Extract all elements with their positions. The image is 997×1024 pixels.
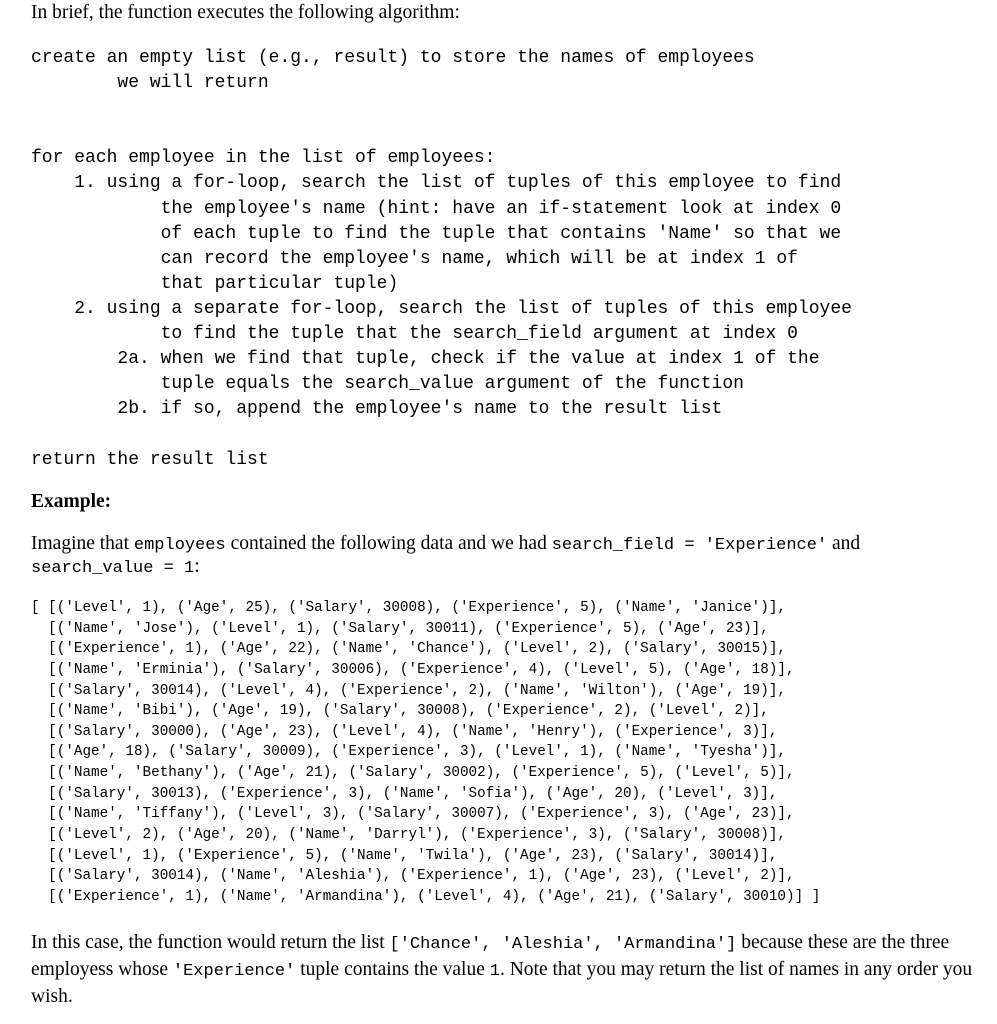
data-line: [('Name', 'Jose'), ('Level', 1), ('Salary', 30011), ('Experience', 5), ('Age', 23)], xyxy=(31,620,769,637)
algorithm-line: that particular tuple) xyxy=(31,273,399,294)
employee-data-block xyxy=(31,598,820,908)
algorithm-line: create an empty list (e.g., result) to store the names of employees xyxy=(31,48,755,68)
data-line: [('Experience', 1), ('Name', 'Armandina'), ('Level', 4), ('Age', 21), ('Salary', 30010)] ] xyxy=(31,888,821,905)
algorithm-line: 2. using a separate for-loop, search the list of tuples of this employee xyxy=(31,298,852,319)
algorithm-block xyxy=(31,46,852,473)
data-line: [('Level', 2), ('Age', 20), ('Name', 'Darryl'), ('Experience', 3), ('Salary', 30008)], xyxy=(31,827,786,844)
data-line: [('Salary', 30014), ('Name', 'Aleshia'), ('Experience', 1), ('Age', 23), ('Level', 2)], xyxy=(31,868,795,885)
algorithm-line: 1. using a for-loop, search the list of tuples of this employee to find xyxy=(31,173,842,194)
employees-code: employees xyxy=(133,536,226,555)
algorithm-line: tuple equals the search_value argument of the function xyxy=(31,374,744,395)
algorithm-line: return the result list xyxy=(31,449,269,470)
imagine-text-1: Imagine that xyxy=(31,533,134,554)
algorithm-line xyxy=(31,96,852,121)
data-line: [('Level', 1), ('Experience', 5), ('Name', 'Twila'), ('Age', 23), ('Salary', 30014)], xyxy=(31,847,778,864)
search-field-code: search_field = 'Experience' xyxy=(551,536,828,555)
conclusion-text-3: tuple contains the value xyxy=(295,959,490,980)
data-line: [('Salary', 30000), ('Age', 23), ('Level', 4), ('Name', 'Henry'), ('Experience', 3)], xyxy=(31,723,778,740)
data-line: [ [('Level', 1), ('Age', 25), ('Salary', 30008), ('Experience', 5), ('Name', 'Janice')], xyxy=(31,600,786,616)
conclusion-text-1: In this case, the function would return the list xyxy=(31,932,390,953)
conclusion-text-4: . Note that you may return the list of names in any order you wish. xyxy=(31,959,973,1007)
algorithm-line xyxy=(31,121,852,146)
algorithm-line: we will return xyxy=(31,73,269,94)
algorithm-line: 2a. when we find that tuple, check if the value at index 1 of the xyxy=(31,349,820,370)
result-list-code: ['Chance', 'Aleshia', 'Armandina'] xyxy=(389,935,737,954)
conclusion-text-2: because these are the three employess whose xyxy=(31,932,950,980)
imagine-text-2: contained the following data and we had xyxy=(225,533,552,554)
data-line: [('Salary', 30013), ('Experience', 3), ('Name', 'Sofia'), ('Age', 20), ('Level', 3)], xyxy=(31,785,778,802)
intro-text: In brief, the function executes the following algorithm: xyxy=(31,2,460,23)
algorithm-line: the employee's name (hint: have an if-statement look at index 0 xyxy=(31,198,842,219)
data-line: [('Age', 18), ('Salary', 30009), ('Experience', 3), ('Level', 1), ('Name', 'Tyesha')], xyxy=(31,744,786,761)
data-line: [('Name', 'Bibi'), ('Age', 19), ('Salary', 30008), ('Experience', 2), ('Level', 2)], xyxy=(31,703,769,720)
example-heading: Example: xyxy=(31,491,112,512)
algorithm-line: 2b. if so, append the employee's name to the result list xyxy=(31,399,723,420)
data-line: [('Experience', 1), ('Age', 22), ('Name', 'Chance'), ('Level', 2), ('Salary', 30015)], xyxy=(31,641,786,658)
experience-code: 'Experience' xyxy=(172,962,296,981)
data-line: [('Name', 'Erminia'), ('Salary', 30006), ('Experience', 4), ('Level', 5), ('Age', 18)], xyxy=(31,661,795,678)
data-line: [('Name', 'Tiffany'), ('Level', 3), ('Salary', 30007), ('Experience', 3), ('Age', 23)], xyxy=(31,806,795,823)
data-line: [('Salary', 30014), ('Level', 4), ('Experience', 2), ('Name', 'Wilton'), ('Age', 19)], xyxy=(31,682,786,699)
algorithm-line: of each tuple to find the tuple that contains 'Name' so that we xyxy=(31,223,842,244)
algorithm-line xyxy=(31,422,852,447)
algorithm-line: for each employee in the list of employees: xyxy=(31,148,496,169)
conclusion-text xyxy=(31,930,981,1009)
imagine-text-4: : xyxy=(194,556,200,577)
data-line: [('Name', 'Bethany'), ('Age', 21), ('Salary', 30002), ('Experience', 5), ('Level', 5)], xyxy=(31,765,795,782)
algorithm-line: can record the employee's name, which will be at index 1 of xyxy=(31,248,798,269)
search-value-code: search_value = 1 xyxy=(31,559,195,578)
imagine-text-3: and xyxy=(827,533,861,554)
value-code: 1 xyxy=(489,962,500,981)
algorithm-line: to find the tuple that the search_field argument at index 0 xyxy=(31,324,798,345)
example-description xyxy=(31,533,981,579)
